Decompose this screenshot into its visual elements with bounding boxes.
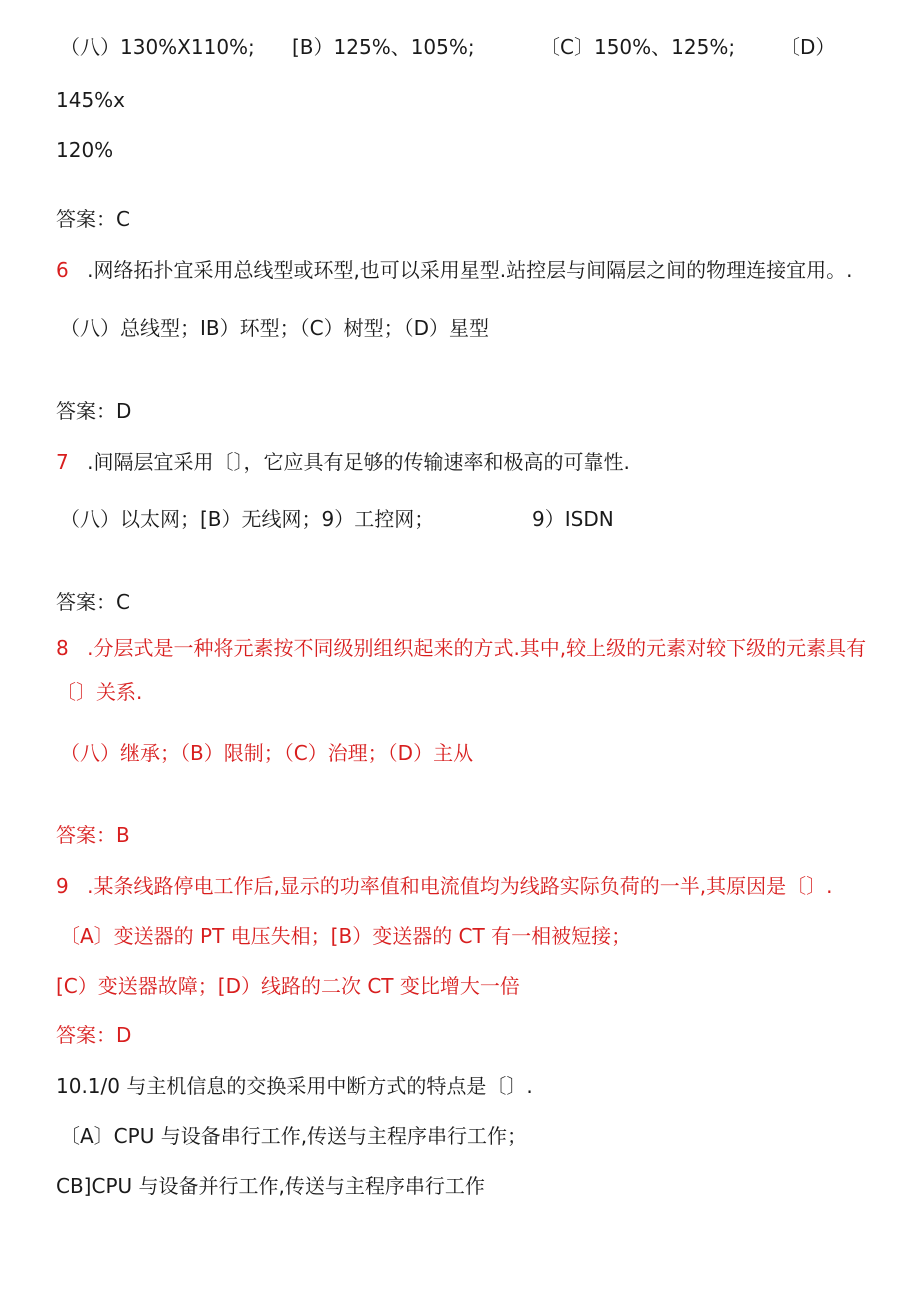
q8-text: .分层式是一种将元素按不同级别组织起来的方式.其中,较上级的元素对较下级的元素具有 [87,636,867,660]
q9-options-line2: [C）变送器故障；[D）线路的二次 CT 变比增大一倍 [56,974,520,998]
q10-option-a: 〔A〕CPU 与设备串行工作,传送与主程序串行工作； [60,1124,528,1148]
q9-options-line1: 〔A〕变送器的 PT 电压失相；[B）变送器的 CT 有一相被短接； [60,924,632,948]
q7-text: .间隔层宜采用〔〕，它应具有足够的传输速率和极高的可靠性. [87,450,630,474]
q8-number: 8 [56,636,69,660]
q9-answer: 答案：D [56,1023,132,1047]
q6-answer: 答案：D [56,399,132,423]
q7-question [56,450,630,474]
q10-question: 10.1/0 与主机信息的交换采用中断方式的特点是〔〕. [56,1074,533,1098]
q7-answer: 答案：C [56,590,130,614]
q7-options: （八）以太网；[B）无线网；9）工控网； [60,507,435,531]
q6-number: 6 [56,258,69,282]
q8-answer: 答案：B [56,823,130,847]
q9-number: 9 [56,874,69,898]
q8-question [56,636,866,660]
q6-text: .网络拓扑宜采用总线型或环型,也可以采用星型.站控层与间隔层之间的物理连接宜用。. [87,258,853,282]
q5-option-b: [B）125%、105%; [292,35,475,59]
q5-option-a: （八）130%X110%; [60,35,255,59]
q5-option-c: 〔C〕150%、125%; [540,35,736,59]
q8-text-line2: 〔〕关系. [56,680,143,704]
q5-answer: 答案：C [56,207,130,231]
q5-option-d-line3: 120% [56,138,114,162]
q6-options: （八）总线型；IB）环型；（C）树型；（D）星型 [60,316,489,340]
q7-option-d: 9）ISDN [532,507,614,531]
q10-option-b: CB]CPU 与设备并行工作,传送与主程序串行工作 [56,1174,485,1198]
q5-option-d: 〔D） [780,35,836,59]
q9-question [56,874,833,898]
q6-question [56,258,853,282]
q7-number: 7 [56,450,69,474]
q8-options: （八）继承；（B）限制；（C）治理；（D）主从 [60,741,474,765]
q5-option-d-line2: 145%x [56,88,126,112]
q9-text: .某条线路停电工作后,显示的功率值和电流值均为线路实际负荷的一半,其原因是〔〕. [87,874,833,898]
